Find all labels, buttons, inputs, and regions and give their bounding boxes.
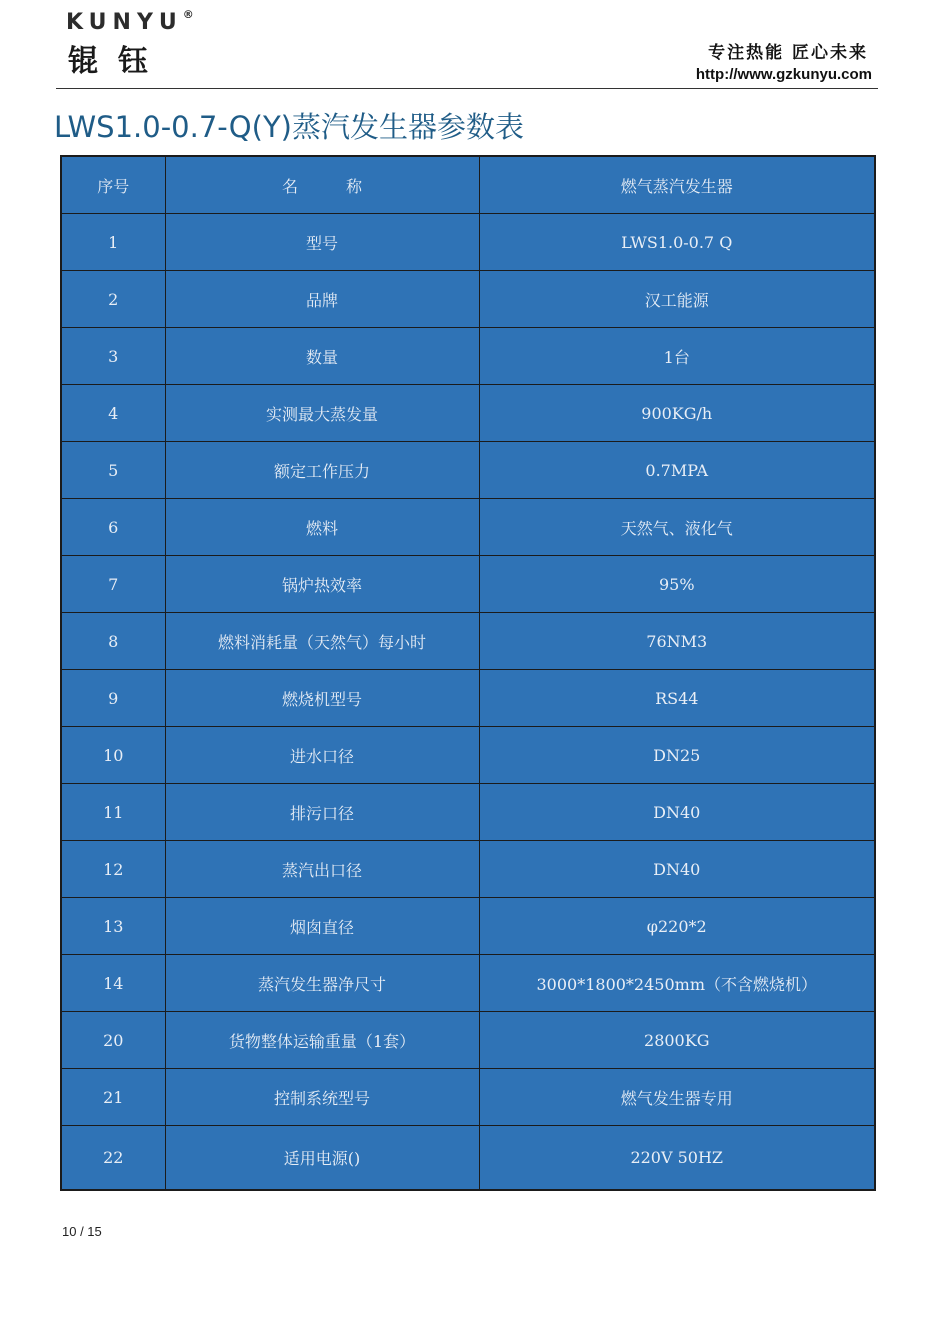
parameter-value-cell: 2800KG (479, 1012, 875, 1069)
row-number-cell: 4 (61, 385, 165, 442)
row-number-cell: 13 (61, 898, 165, 955)
page-number: 10 / 15 (62, 1224, 102, 1239)
registered-mark: ® (182, 8, 194, 21)
row-number-cell: 1 (61, 214, 165, 271)
table-row (61, 499, 875, 556)
parameter-value-cell: DN40 (479, 784, 875, 841)
table-row (61, 841, 875, 898)
parameter-value-cell: DN40 (479, 841, 875, 898)
parameter-name-cell: 锅炉热效率 (165, 556, 479, 613)
parameter-value-cell: LWS1.0-0.7 Q (479, 214, 875, 271)
row-number-cell: 11 (61, 784, 165, 841)
row-number-cell: 3 (61, 328, 165, 385)
parameter-value-cell: 汉工能源 (479, 271, 875, 328)
row-number-cell: 8 (61, 613, 165, 670)
row-number-cell: 2 (61, 271, 165, 328)
parameter-name-cell: 蒸汽出口径 (165, 841, 479, 898)
row-number-cell: 12 (61, 841, 165, 898)
table-row (61, 556, 875, 613)
page-title: LWS1.0-0.7-Q(Y)蒸汽发生器参数表 (54, 110, 524, 144)
parameter-name-cell: 型号 (165, 214, 479, 271)
header-cell-value: 燃气蒸汽发生器 (479, 156, 875, 214)
table-row (61, 328, 875, 385)
parameter-name-cell: 进水口径 (165, 727, 479, 784)
parameter-value-cell: DN25 (479, 727, 875, 784)
table-row (61, 727, 875, 784)
header-cell-no: 序号 (61, 156, 165, 214)
parameter-value-cell: 燃气发生器专用 (479, 1069, 875, 1126)
parameter-value-cell: 1台 (479, 328, 875, 385)
row-number-cell: 10 (61, 727, 165, 784)
parameter-table (60, 155, 876, 1191)
table-row (61, 784, 875, 841)
logo-latin: KUNYU® (66, 8, 194, 35)
parameter-name-cell: 数量 (165, 328, 479, 385)
table-row (61, 898, 875, 955)
parameter-name-cell: 品牌 (165, 271, 479, 328)
row-number-cell: 5 (61, 442, 165, 499)
parameter-name-cell: 适用电源() (165, 1126, 479, 1191)
table-row (61, 271, 875, 328)
parameter-value-cell: RS44 (479, 670, 875, 727)
header-divider (56, 88, 878, 89)
company-slogan: 专注热能 匠心未来 (708, 43, 868, 63)
parameter-value-cell: 3000*1800*2450mm（不含燃烧机） (479, 955, 875, 1012)
table-row (61, 442, 875, 499)
parameter-value-cell: 天然气、液化气 (479, 499, 875, 556)
parameter-value-cell: φ220*2 (479, 898, 875, 955)
parameter-name-cell: 实测最大蒸发量 (165, 385, 479, 442)
row-number-cell: 14 (61, 955, 165, 1012)
row-number-cell: 22 (61, 1126, 165, 1191)
parameter-value-cell: 76NM3 (479, 613, 875, 670)
parameter-name-cell: 燃料 (165, 499, 479, 556)
header-cell-name: 名 称 (165, 156, 479, 214)
parameter-value-cell: 220V 50HZ (479, 1126, 875, 1191)
table-row (61, 214, 875, 271)
table-row (61, 1069, 875, 1126)
table-header-row (61, 156, 875, 214)
row-number-cell: 7 (61, 556, 165, 613)
table-row (61, 955, 875, 1012)
table-row (61, 613, 875, 670)
parameter-name-cell: 蒸汽发生器净尺寸 (165, 955, 479, 1012)
parameter-name-cell: 燃烧机型号 (165, 670, 479, 727)
parameter-value-cell: 0.7MPA (479, 442, 875, 499)
parameter-value-cell: 900KG/h (479, 385, 875, 442)
parameter-name-cell: 货物整体运输重量（1套） (165, 1012, 479, 1069)
parameter-name-cell: 燃料消耗量（天然气）每小时 (165, 613, 479, 670)
table-row (61, 670, 875, 727)
parameter-name-cell: 排污口径 (165, 784, 479, 841)
parameter-name-cell: 烟囱直径 (165, 898, 479, 955)
logo-chinese: 锟钰 (68, 44, 168, 79)
company-website-link[interactable]: http://www.gzkunyu.com (695, 66, 872, 83)
table-row (61, 1126, 875, 1191)
row-number-cell: 21 (61, 1069, 165, 1126)
row-number-cell: 6 (61, 499, 165, 556)
parameter-value-cell: 95% (479, 556, 875, 613)
table-row (61, 1012, 875, 1069)
table-row (61, 385, 875, 442)
row-number-cell: 9 (61, 670, 165, 727)
parameter-name-cell: 控制系统型号 (165, 1069, 479, 1126)
parameter-name-cell: 额定工作压力 (165, 442, 479, 499)
row-number-cell: 20 (61, 1012, 165, 1069)
